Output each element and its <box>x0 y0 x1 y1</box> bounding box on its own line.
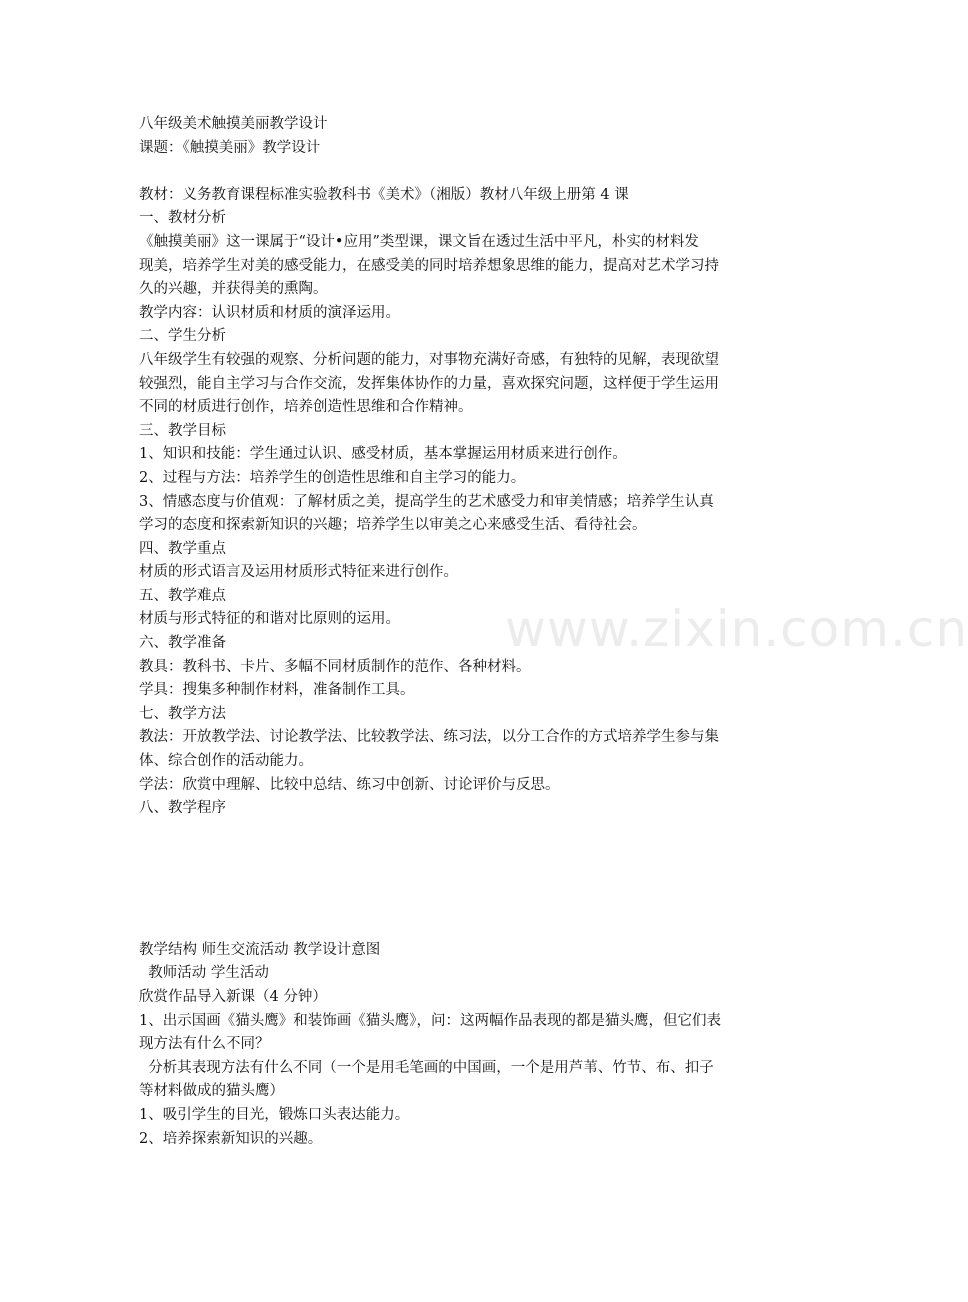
paragraph-line: 现美，培养学生对美的感受能力，在感受美的同时培养想象思维的能力，提高对艺术学习持 <box>139 257 719 274</box>
section-heading-7: 七、教学方法 <box>139 705 226 722</box>
student-activity: 等材料做成的猫头鹰） <box>139 1083 284 1100</box>
teacher-activity: 现方法有什么不同？ <box>139 1036 270 1053</box>
difficulty-text: 材质与形式特征的和谐对比原则的运用。 <box>139 611 400 628</box>
teacher-activity: 1、出示国画《猫头鹰》和装饰画《猫头鹰》，问：这两幅作品表现的都是猫头鹰，但它们表 <box>139 1012 721 1029</box>
teacher-materials: 教具：教科书、卡片、多幅不同材质制作的范作、各种材料。 <box>139 658 531 675</box>
section-heading-6: 六、教学准备 <box>139 635 226 652</box>
key-point-text: 材质的形式语言及运用材质形式特征来进行创作。 <box>139 564 458 581</box>
goal-item: 1、知识和技能：学生通过认识、感受材质，基本掌握运用材质来进行创作。 <box>139 446 627 463</box>
teaching-content: 教学内容：认识材质和材质的演泽运用。 <box>139 304 400 321</box>
teaching-method: 体、综合创作的活动能力。 <box>139 753 313 770</box>
paragraph-line: 八年级学生有较强的观察、分析问题的能力，对事物充满好奇感，有独特的见解，表现欲望 <box>139 351 719 368</box>
student-activity: 分析其表现方法有什么不同（一个是用毛笔画的中国画，一个是用芦苇、竹节、布、扣子 <box>139 1059 714 1076</box>
document-title: 八年级美术触摸美丽教学设计 <box>139 116 328 132</box>
student-materials: 学具：搜集多种制作材料，准备制作工具。 <box>139 682 415 699</box>
document-body <box>139 113 789 1151</box>
lesson-subject: 课题：《触摸美丽》教学设计 <box>139 139 321 156</box>
procedure-table-header: 教学结构 师生交流活动 教学设计意图 <box>139 941 381 958</box>
textbook-info: 教材：义务教育课程标准实验教科书《美术》（湘版）教材八年级上册第 4 课 <box>139 186 629 203</box>
blank-space <box>139 821 789 939</box>
design-intent: 1、吸引学生的目光，锻炼口头表达能力。 <box>139 1106 410 1123</box>
teaching-method: 教法：开放教学法、讨论教学法、比较教学法、练习法，以分工合作的方式培养学生参与集 <box>139 729 719 746</box>
section-heading-4: 四、教学重点 <box>139 540 226 557</box>
procedure-table-subheader: 教师活动 学生活动 <box>139 965 269 982</box>
watermark: www.zixin.com.cn <box>505 600 968 658</box>
section-heading-5: 五、教学难点 <box>139 587 226 604</box>
goal-item: 2、过程与方法：培养学生的创造性思维和自主学习的能力。 <box>139 469 526 486</box>
paragraph-line: 不同的材质进行创作，培养创造性思维和合作精神。 <box>139 399 473 416</box>
paragraph-line: 久的兴趣，并获得美的熏陶。 <box>139 281 328 298</box>
section-heading-2: 二、学生分析 <box>139 328 226 345</box>
blank-line <box>139 160 789 184</box>
section-heading-1: 一、教材分析 <box>139 210 226 227</box>
goal-item: 学习的态度和探索新知识的兴趣；培养学生以审美之心来感受生活、看待社会。 <box>139 517 647 534</box>
procedure-step-title: 欣赏作品导入新课（4 分钟） <box>139 989 327 1005</box>
design-intent: 2、培养探索新知识的兴趣。 <box>139 1130 323 1147</box>
paragraph-line: 较强烈，能自主学习与合作交流，发挥集体协作的力量，喜欢探究问题，这样便于学生运用 <box>139 375 719 392</box>
goal-item: 3、情感态度与价值观：了解材质之美，提高学生的艺术感受力和审美情感；培养学生认真 <box>139 493 714 510</box>
paragraph-line: 《触摸美丽》这一课属于“设计•应用”类型课，课文旨在透过生活中平凡，朴实的材料发 <box>139 233 699 250</box>
section-heading-3: 三、教学目标 <box>139 422 226 439</box>
section-heading-8: 八、教学程序 <box>139 800 226 817</box>
learning-method: 学法：欣赏中理解、比较中总结、练习中创新、讨论评价与反思。 <box>139 776 560 793</box>
